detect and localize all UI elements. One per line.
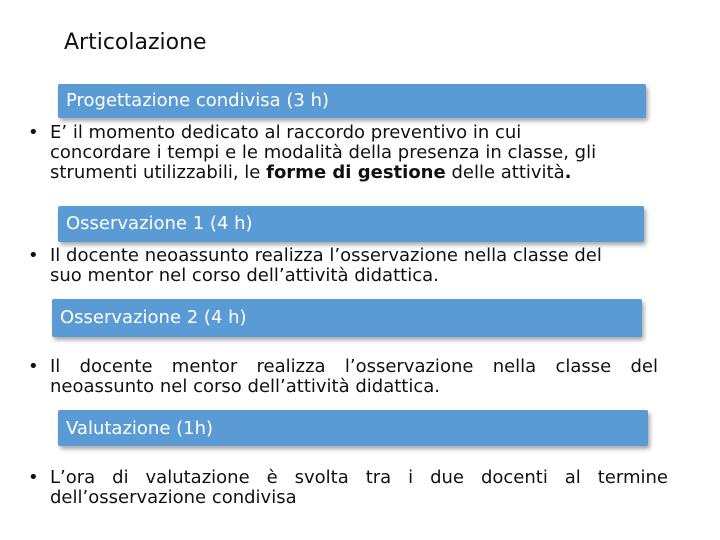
bullet-text [50, 123, 648, 183]
bullet-line: concordare i tempi e le modalità della presenza in classe, gli [50, 142, 597, 163]
slide-title: Articolazione [64, 30, 207, 55]
bullet-line: E’ il momento dedicato al raccordo preventivo in cui [50, 122, 522, 143]
section-header-osservazione-2 [52, 299, 642, 337]
bullet-line-part: delle attività [445, 162, 565, 183]
bullet-line: dell’osservazione condivisa [50, 487, 297, 508]
bullet-dot: • [28, 467, 39, 488]
bullet-line [50, 163, 648, 183]
section-header-label: Valutazione (1h) [66, 418, 214, 439]
section-header-label: Osservazione 1 (4 h) [66, 213, 253, 234]
bullet-emphasis-end: . [564, 162, 572, 183]
bullet-valutazione [28, 467, 668, 510]
bullet-text [50, 357, 658, 397]
bullet-line: suo mentor nel corso dell’attività didattica. [50, 265, 439, 286]
bullet-emphasis: forme di gestione [266, 162, 446, 183]
bullet-progettazione [28, 123, 648, 185]
bullet-line: Il docente mentor realizza l’osservazione nella classe del [50, 356, 658, 377]
bullet-text [50, 246, 648, 286]
bullet-osservazione-2 [28, 356, 658, 399]
section-header-label: Progettazione condivisa (3 h) [66, 90, 330, 111]
bullet-osservazione-1 [28, 246, 648, 288]
bullet-line: L’ora di valutazione è svolta tra i due docenti al termine [50, 467, 668, 488]
section-header-valutazione [58, 410, 648, 446]
bullet-line: Il docente neoassunto realizza l’osservazione nella classe del [50, 245, 602, 266]
bullet-line-part: strumenti utilizzabili, le [50, 162, 267, 183]
section-header-label: Osservazione 2 (4 h) [60, 307, 247, 328]
bullet-dot: • [28, 122, 39, 143]
bullet-text [50, 468, 668, 508]
bullet-dot: • [28, 356, 39, 377]
section-header-osservazione-1 [58, 206, 644, 242]
section-header-progettazione [58, 84, 646, 118]
bullet-dot: • [28, 245, 39, 266]
bullet-line: neoassunto nel corso dell’attività didattica. [50, 376, 440, 397]
